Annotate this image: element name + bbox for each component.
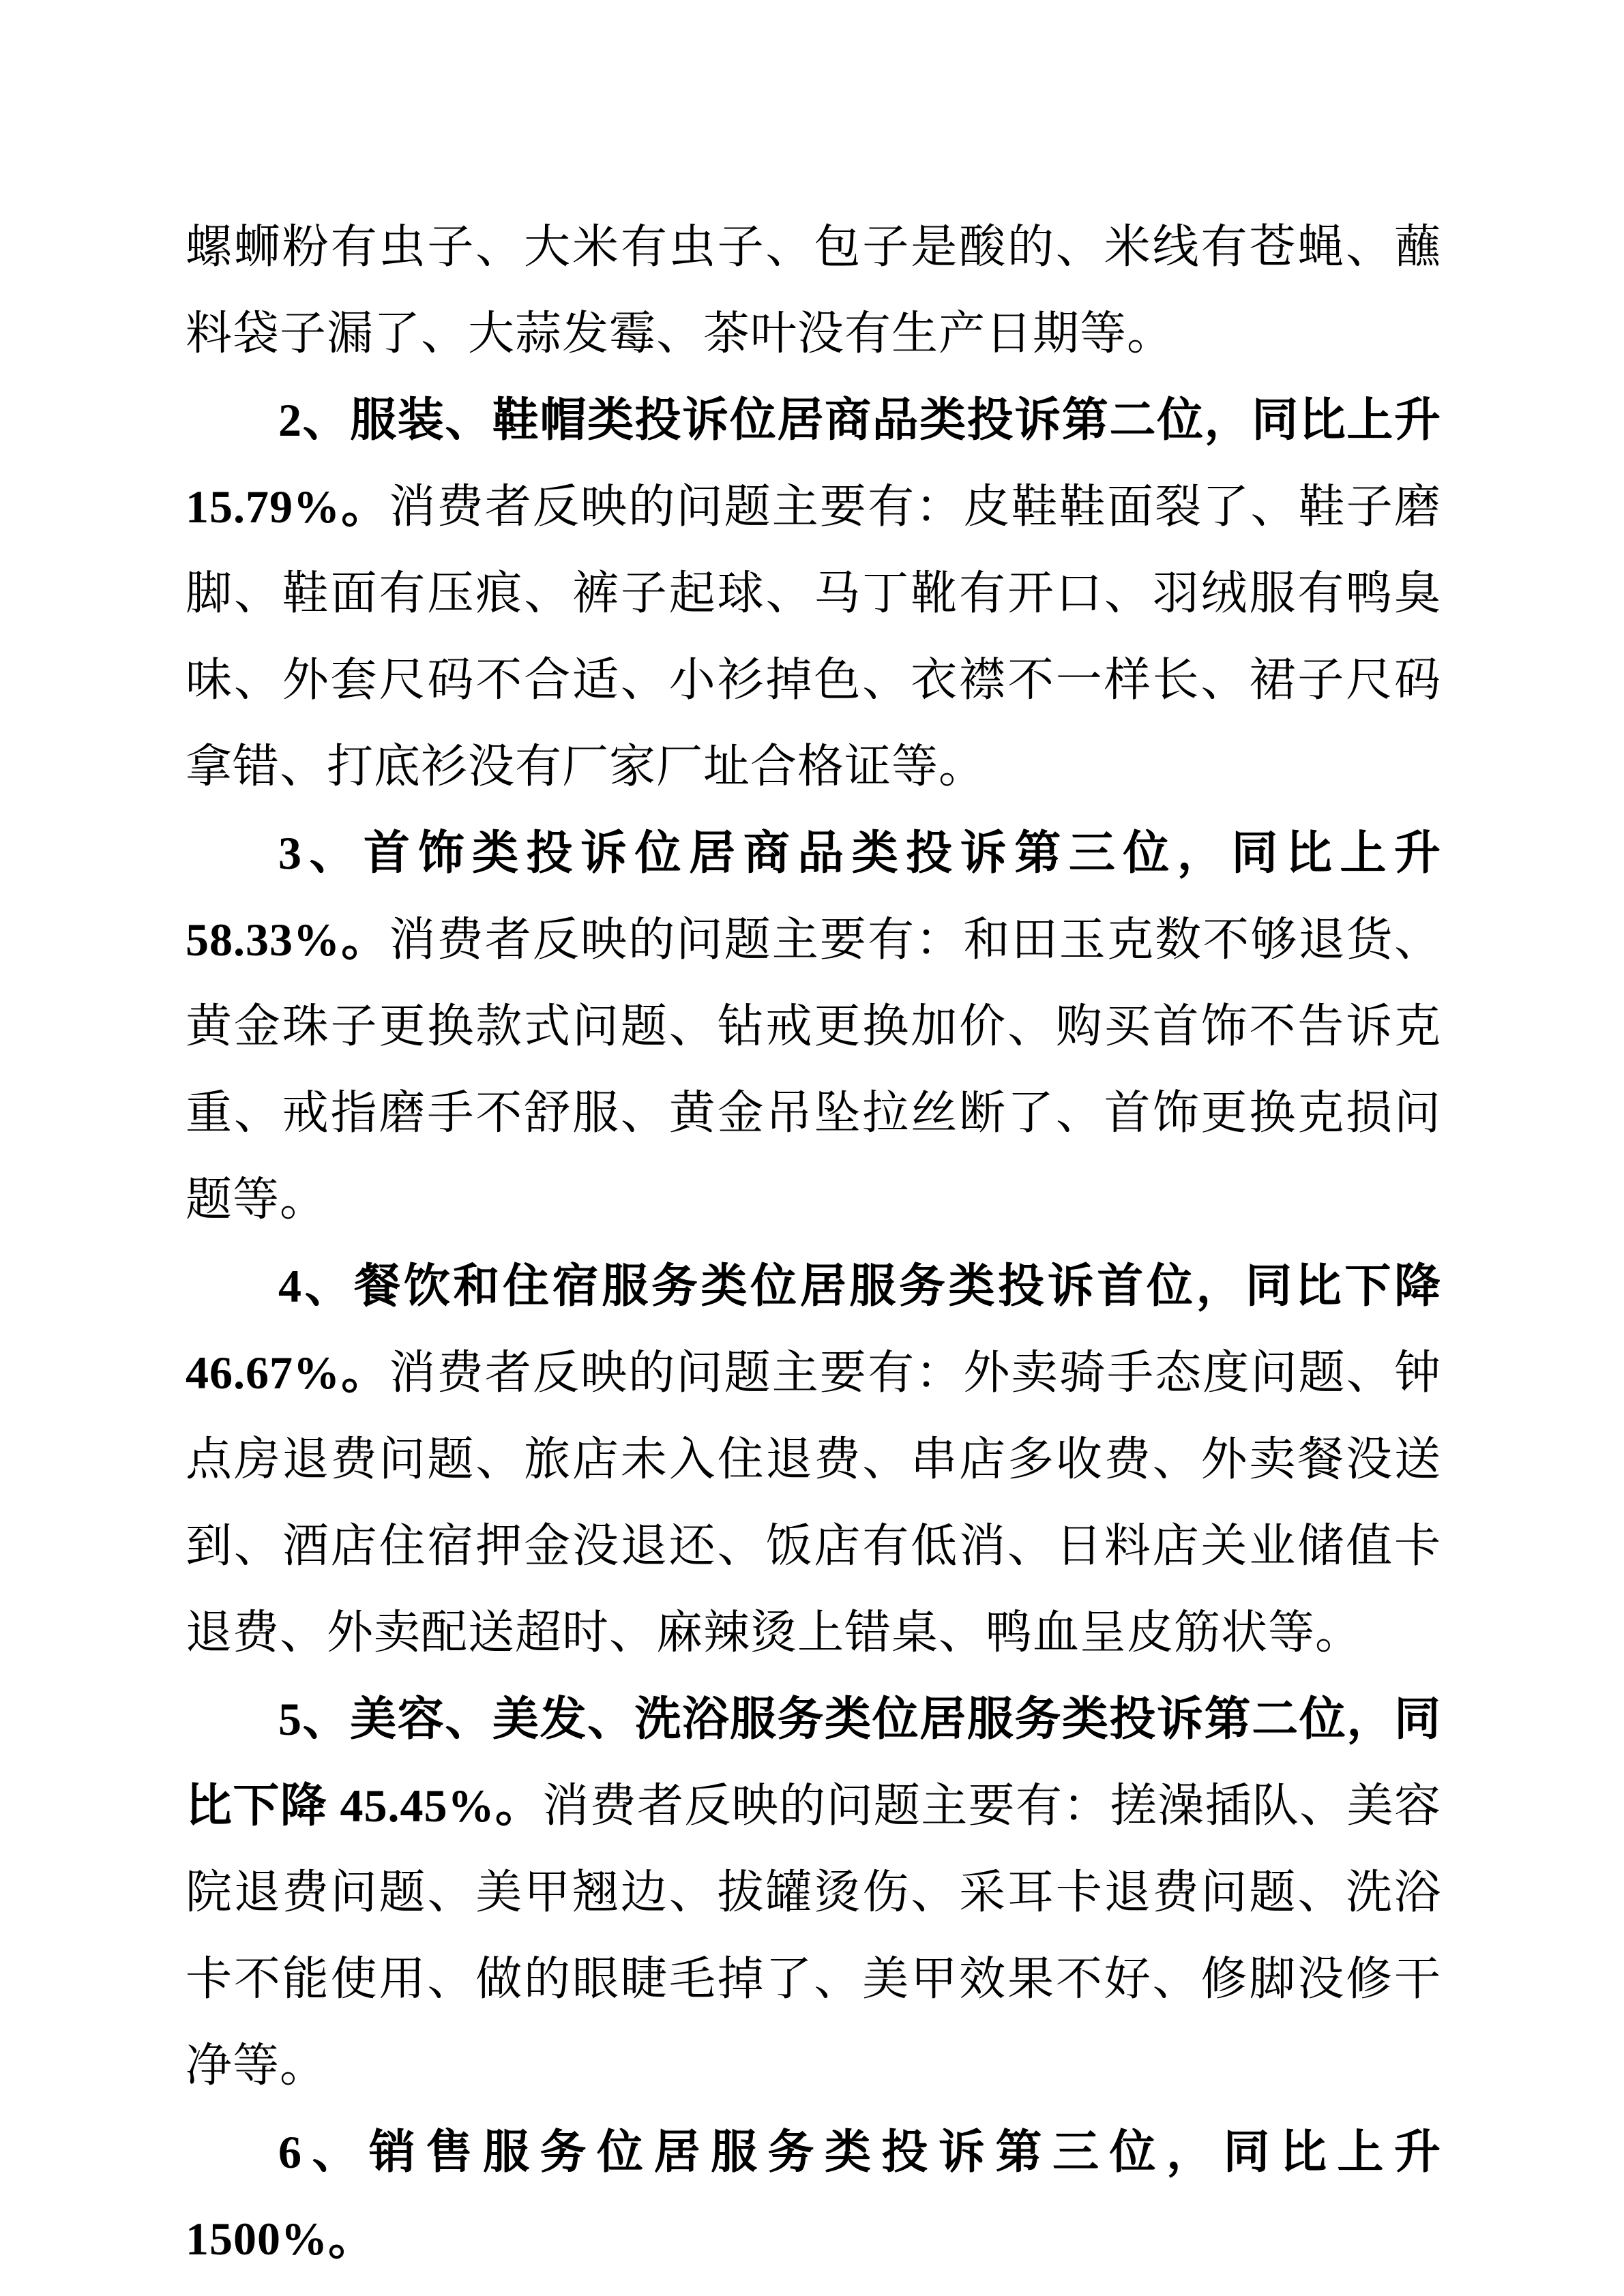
paragraph-lead-bold: 4、餐饮和住宿服务类位居服务类投诉首位，同比下降 46.67%。 [186,1260,1441,1399]
paragraph-text: 螺蛳粉有虫子、大米有虫子、包子是酸的、米线有苍蝇、蘸料袋子漏了、大蒜发霉、茶叶没有生产日期等。 [186,221,1441,359]
paragraph-item-5 [186,1676,1441,2109]
paragraph-text: 消费者反映的问题主要有：搓澡插队、美容院退费问题、美甲翘边、拔罐烫伤、采耳卡退费问题、洗浴卡不能使用、做的眼睫毛掉了、美甲效果不好、修脚没修干净等。 [186,1780,1441,2091]
paragraph-text: 消费者反映的问题主要有：外卖骑手态度问题、钟点房退费问题、旅店未入住退费、串店多收费、外卖餐没送到、酒店住宿押金没退还、饭店有低消、日料店关业储值卡退费、外卖配送超时、麻辣烫上错桌、鸭血呈皮筋状等。 [186,1347,1441,1658]
paragraph-item-4 [186,1243,1441,1676]
paragraph-lead-bold: 6、销售服务位居服务类投诉第三位，同比上升 1500%。 [186,2126,1441,2265]
paragraph-item-3 [186,810,1441,1243]
paragraph-continuation [186,204,1441,377]
paragraph-item-6 [186,2109,1441,2282]
paragraph-text: 消费者反映的问题主要有：皮鞋鞋面裂了、鞋子磨脚、鞋面有压痕、裤子起球、马丁靴有开口、羽绒服有鸭臭味、外套尺码不合适、小衫掉色、衣襟不一样长、裙子尺码拿错、打底衫没有厂家厂址合格证等。 [186,481,1441,792]
paragraph-lead-bold: 3、首饰类投诉位居商品类投诉第三位，同比上升 58.33%。 [186,827,1441,966]
paragraph-lead-bold: 5、美容、美发、洗浴服务类位居服务类投诉第二位，同比下降 45.45%。 [186,1693,1441,1832]
paragraph-lead-bold: 2、服装、鞋帽类投诉位居商品类投诉第二位，同比上升 15.79%。 [186,394,1441,533]
paragraph-item-2 [186,377,1441,810]
paragraph-text: 消费者反映的问题主要有：和田玉克数不够退货、黄金珠子更换款式问题、钻戒更换加价、购买首饰不告诉克重、戒指磨手不舒服、黄金吊坠拉丝断了、首饰更换克损问题等。 [186,914,1441,1225]
